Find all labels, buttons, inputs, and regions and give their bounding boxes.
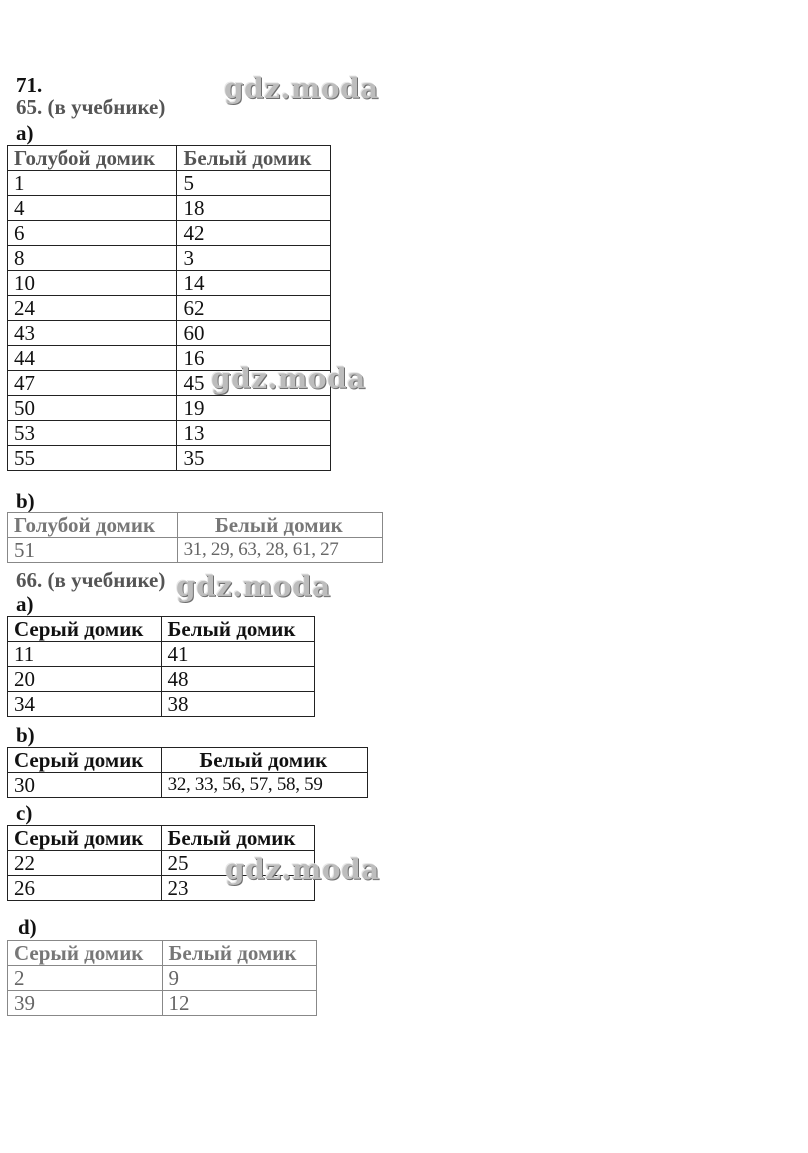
column-header: Белый домик [162,941,317,966]
table-66a [7,616,315,717]
cell: 24 [8,296,177,321]
column-header: Белый домик [161,748,367,773]
cell: 1 [8,171,177,196]
cell: 8 [8,246,177,271]
table-row [8,246,331,271]
table-row [8,396,331,421]
exercise-65-title: 65. (в учебнике) [16,95,166,119]
column-header: Серый домик [8,826,162,851]
cell: 43 [8,321,177,346]
cell: 39 [8,991,163,1016]
table-row [8,991,317,1016]
cell: 48 [161,667,315,692]
cell: 5 [177,171,331,196]
table-row [8,667,315,692]
cell: 9 [162,966,317,991]
cell: 10 [8,271,177,296]
column-header: Белый домик [161,826,315,851]
cell: 53 [8,421,177,446]
table-row [8,446,331,471]
cell: 30 [8,773,162,798]
table-header-row [8,617,315,642]
cell: 14 [177,271,331,296]
column-header: Белый домик [177,513,382,538]
exercise-66d-label: d) [18,915,37,939]
table-header-row [8,513,383,538]
cell: 23 [161,876,315,901]
cell: 60 [177,321,331,346]
column-header: Голубой домик [8,513,178,538]
cell: 3 [177,246,331,271]
cell: 6 [8,221,177,246]
watermark: gdz.moda [225,853,380,886]
table-66d [7,940,317,1016]
watermark: gdz.moda [224,72,379,105]
cell: 31, 29, 63, 28, 61, 27 [177,538,382,563]
table-row [8,296,331,321]
watermark: gdz.moda [211,362,366,395]
table-65b [7,512,383,563]
cell: 32, 33, 56, 57, 58, 59 [161,773,367,798]
table-65a [7,145,331,471]
table-row [8,692,315,717]
cell: 47 [8,371,177,396]
cell: 20 [8,667,162,692]
table-header-row [8,941,317,966]
column-header: Серый домик [8,617,162,642]
cell: 51 [8,538,178,563]
table-header-row [8,748,368,773]
column-header: Белый домик [177,146,331,171]
cell: 62 [177,296,331,321]
exercise-66a-label: a) [16,592,34,616]
task-number: 71. [16,73,43,97]
cell: 44 [8,346,177,371]
cell: 55 [8,446,177,471]
table-row [8,773,368,798]
column-header: Белый домик [161,617,315,642]
cell: 42 [177,221,331,246]
table-row [8,538,383,563]
exercise-65b-label: b) [16,489,35,513]
cell: 45 [177,371,331,396]
cell: 26 [8,876,162,901]
table-row [8,966,317,991]
cell: 34 [8,692,162,717]
table-header-row [8,826,315,851]
exercise-66-title: 66. (в учебнике) [16,568,166,592]
cell: 13 [177,421,331,446]
cell: 41 [161,642,315,667]
column-header: Серый домик [8,941,163,966]
table-row [8,221,331,246]
column-header: Серый домик [8,748,162,773]
cell: 25 [161,851,315,876]
cell: 50 [8,396,177,421]
cell: 11 [8,642,162,667]
cell: 16 [177,346,331,371]
exercise-66c-label: c) [16,801,33,825]
cell: 18 [177,196,331,221]
watermark: gdz.moda [176,570,331,603]
column-header: Голубой домик [8,146,177,171]
exercise-66b-label: b) [16,723,35,747]
table-row [8,321,331,346]
cell: 12 [162,991,317,1016]
table-row [8,271,331,296]
table-row [8,196,331,221]
table-66b [7,747,368,798]
cell: 2 [8,966,163,991]
table-row [8,171,331,196]
cell: 35 [177,446,331,471]
cell: 22 [8,851,162,876]
cell: 4 [8,196,177,221]
cell: 38 [161,692,315,717]
table-row [8,421,331,446]
exercise-65a-label: a) [16,121,34,145]
cell: 19 [177,396,331,421]
table-header-row [8,146,331,171]
table-row [8,642,315,667]
